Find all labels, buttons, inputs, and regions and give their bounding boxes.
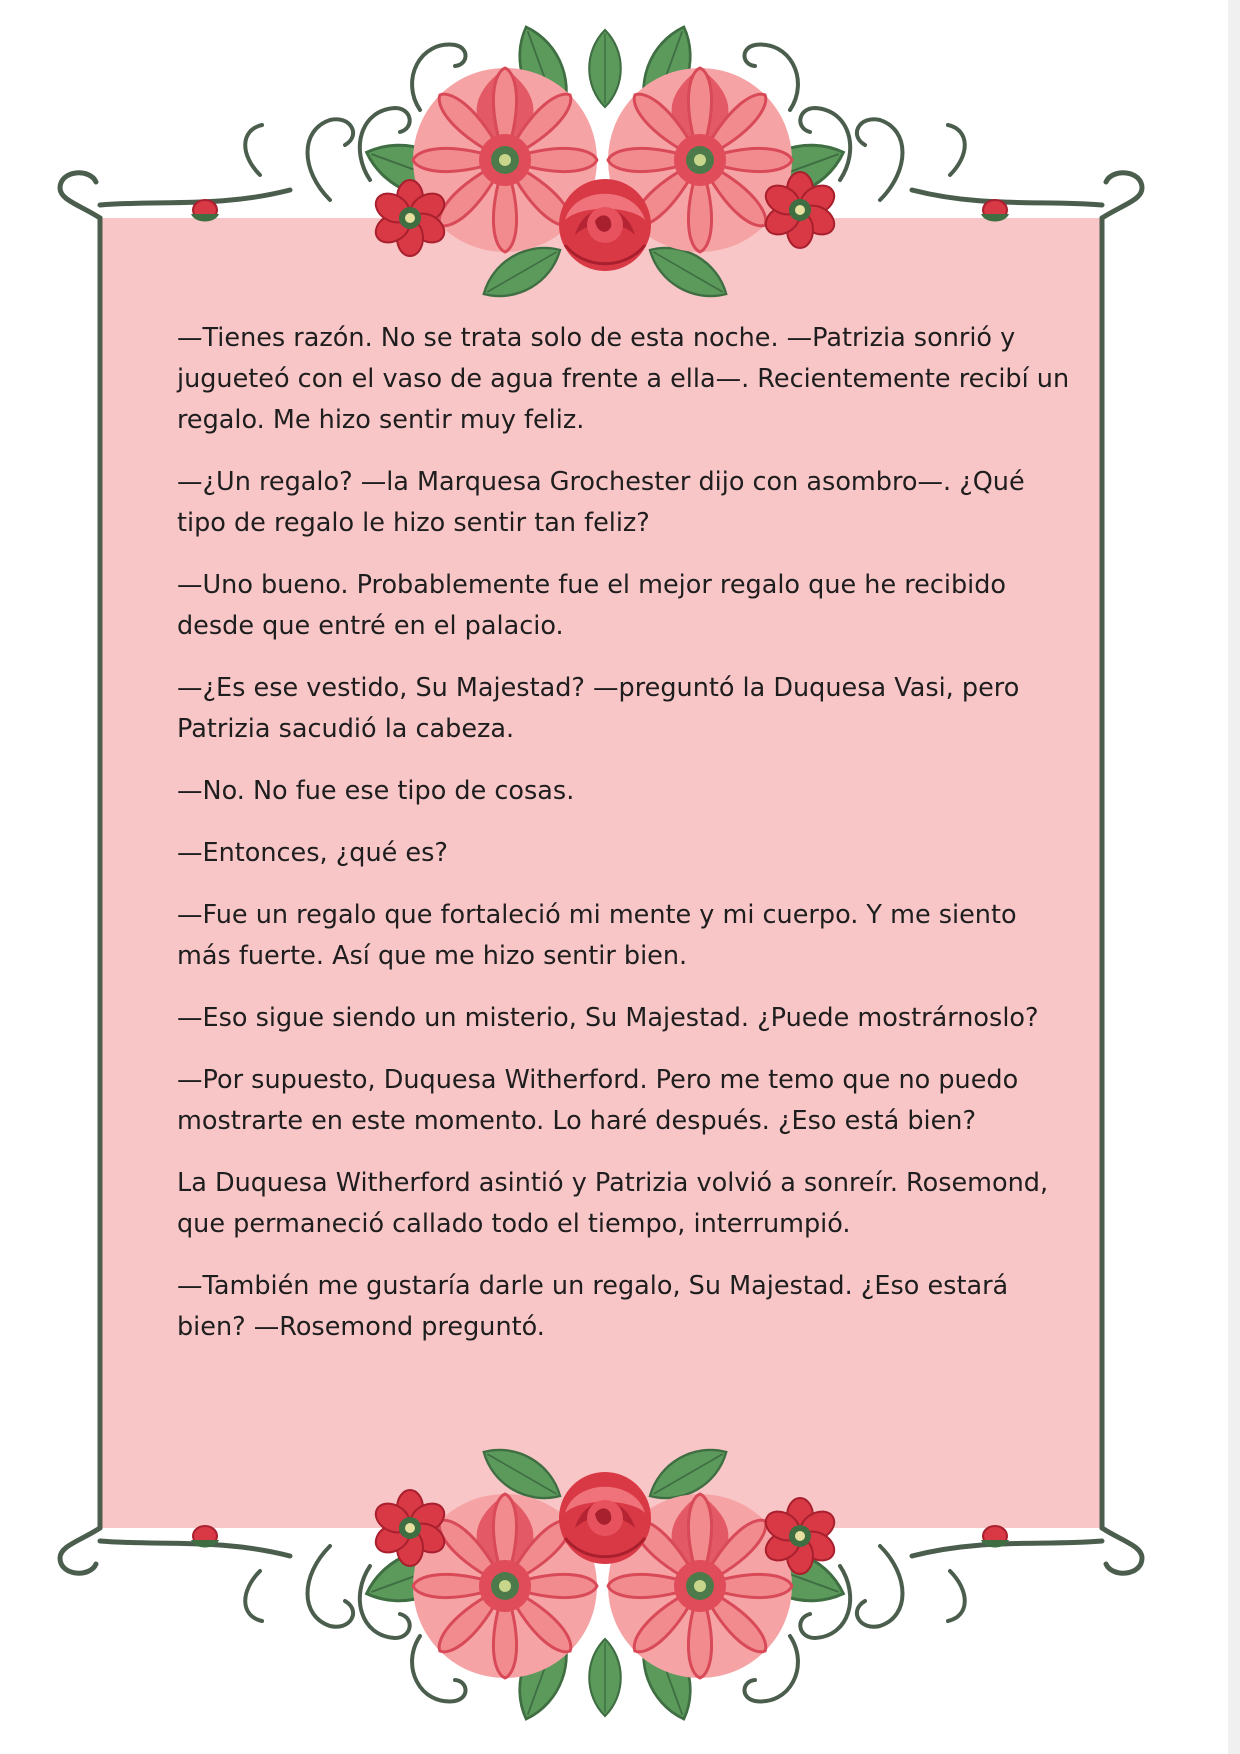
story-text xyxy=(177,318,1077,1369)
paragraph: —Entonces, ¿qué es? xyxy=(177,838,448,868)
paragraph: —Fue un regalo que fortaleció mi mente y mi cuerpo. Y me siento más fuerte. Así que me hizo sentir bien. xyxy=(177,900,1017,971)
paragraph: —Eso sigue siendo un misterio, Su Majestad. ¿Puede mostrárnoslo? xyxy=(177,1003,1039,1033)
paragraph: —¿Un regalo? —la Marquesa Grochester dijo con asombro—. ¿Qué tipo de regalo le hizo sentir tan feliz? xyxy=(177,467,1025,538)
paragraph: —No. No fue ese tipo de cosas. xyxy=(177,776,575,806)
paragraph: —Uno bueno. Probablemente fue el mejor regalo que he recibido desde que entré en el palacio. xyxy=(177,570,1007,641)
paragraph: —También me gustaría darle un regalo, Su Majestad. ¿Eso estará bien? —Rosemond preguntó. xyxy=(177,1271,1009,1342)
paragraph: —Por supuesto, Duquesa Witherford. Pero me temo que no puedo mostrarte en este momento. Lo haré después. ¿Eso está bien? xyxy=(177,1065,1019,1136)
paragraph: —Tienes razón. No se trata solo de esta noche. —Patrizia sonrió y jugueteó con el vaso de agua frente a ella—. Recientemente recibí un regalo. Me hizo sentir muy feliz. xyxy=(177,323,1070,435)
paragraph: La Duquesa Witherford asintió y Patrizia volvió a sonreír. Rosemond, que permaneció callado todo el tiempo, interrumpió. xyxy=(177,1168,1049,1239)
paragraph: —¿Es ese vestido, Su Majestad? —preguntó la Duquesa Vasi, pero Patrizia sacudió la cabeza. xyxy=(177,673,1020,744)
